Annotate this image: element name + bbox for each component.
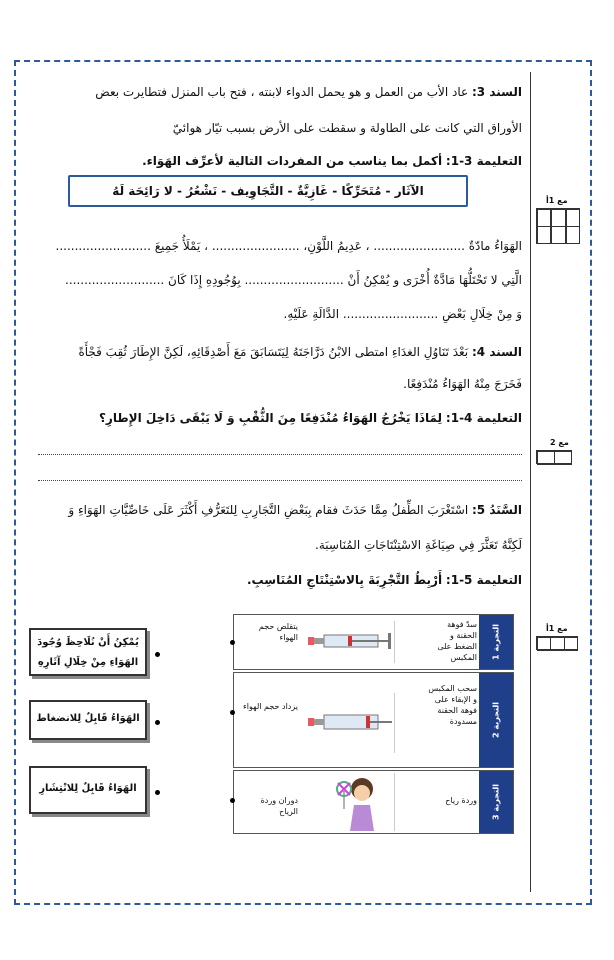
task-4-text: لِمَاذَا يَخْرُجُ الهَوَاءُ مُنْدَفِعًا مِنَ الثُّقْبِ وَ لَا يَبْقَى دَاخِلَ الإِطارِ؟ <box>98 411 443 425</box>
experiment-2-tag: التجربة 2 <box>479 673 513 767</box>
fill-line-1 <box>40 238 522 254</box>
fill-1c: ، يَمْلَأُ جَمِيعَ <box>154 239 209 253</box>
sanad-3-text-1: عاد الأب من العمل و هو يحمل الدواء لابنته ، فتح باب المنزل فتطايرت بعض <box>95 85 469 99</box>
score-label-1: مع 1أ <box>546 196 568 205</box>
experiment-row-1 <box>233 614 514 670</box>
sanad-5-label: السَّنَدُ 5: <box>471 503 522 517</box>
experiments-table <box>233 614 514 834</box>
task-4-line <box>40 410 522 426</box>
connect-dot-concl-2[interactable] <box>155 720 160 725</box>
answer-line-1[interactable] <box>38 454 522 455</box>
experiment-2-desc: سحب المكبس و الإبقاء على فوهة الحقنة مسدودة <box>428 684 477 726</box>
experiment-3-result: دوران وردة الرياح <box>260 796 298 816</box>
connect-dot-concl-1[interactable] <box>155 652 160 657</box>
experiment-3-desc: وردة رياح <box>445 796 477 805</box>
sanad-3-line-1 <box>40 84 522 100</box>
connect-dot-exp-1[interactable] <box>230 640 235 645</box>
fill-2b: بِوُجُودِهِ إِذَا كَانَ <box>168 273 241 287</box>
sanad-4-line-1 <box>40 344 522 360</box>
fill-line-2 <box>40 272 522 288</box>
task-3-line <box>40 153 522 169</box>
conclusion-2[interactable]: الهَوَاءُ قَابِلٌ لِلانضغاط <box>29 700 147 740</box>
margin-divider <box>530 72 531 892</box>
answer-line-2[interactable] <box>38 480 522 481</box>
syringe-pull-image <box>304 693 395 753</box>
experiment-2-result: يزداد حجم الهواء <box>243 702 298 711</box>
score-grid-3[interactable] <box>536 636 578 650</box>
experiment-row-3 <box>233 770 514 834</box>
blank-4[interactable]: .......................... <box>244 273 344 287</box>
fill-1b: ، عَدِيمُ اللَّوْنِ، <box>303 239 370 253</box>
fill-1a: الهَوَاءُ مادّةٌ <box>468 239 522 253</box>
experiment-3-tag: التجربة 3 <box>479 771 513 833</box>
sanad-5-text-2: لَكِنَّهُ تَعَثَّرَ فِي صِيَاغَةِ الاسْتِنْتَاجَاتِ المُنَاسِبَة. <box>315 538 522 552</box>
score-grid-2[interactable] <box>536 450 572 464</box>
fill-2a: الَّتِي لا تَحْتَلُّهَا مَادَّةٌ أُخْرَى و يُمْكِنُ أَنْ <box>347 273 522 287</box>
blank-2[interactable]: ....................... <box>211 239 300 253</box>
experiment-row-2 <box>233 672 514 768</box>
task-5-label: التعليمة 5-1: <box>445 573 522 587</box>
sanad-5-text-1: اسْتَغْرَبَ الطِّفلُ مِمَّا حَدَثَ فقام بِبَعْضِ التَّجَارِبِ لِلتَعَرُّفِ أَكْثَرَ عَلَى خَاصِّيَّاتِ الهَوَاءِ وَ <box>68 503 469 517</box>
sanad-3-text-2: الأوراق التي كانت على الطاولة و سقطت على الأرض بسبب تيّار هوائيّ <box>172 121 522 135</box>
task-3-label: التعليمة 3-1: <box>445 154 522 168</box>
conclusion-3[interactable]: الهَوَاءُ قَابِلٌ لِلانْتِشَارِ <box>29 766 147 814</box>
sanad-3-label: السند 3: <box>471 85 522 99</box>
blank-6[interactable]: ......................... <box>342 307 439 321</box>
fill-3b: الدَّالَةِ عَلَيْهِ. <box>283 307 340 321</box>
blank-1[interactable]: ........................ <box>373 239 465 253</box>
task-5-line <box>40 572 522 588</box>
pinwheel-girl-image <box>304 773 395 831</box>
score-label-3: مع 1أ <box>546 624 568 633</box>
conclusion-1[interactable]: يُمْكِنُ أَنْ نُلَاحِظَ وُجُودَ الهَوَاءِ مِنْ خِلَالِ آثَارِهِ <box>29 628 147 676</box>
experiment-1-tag: التجربة 1 <box>479 615 513 669</box>
blank-3[interactable]: ......................... <box>55 239 151 253</box>
blank-5[interactable]: .......................... <box>65 273 165 287</box>
syringe-compress-image <box>304 621 395 663</box>
sanad-5-line-1 <box>40 502 522 518</box>
task-3-text: أكمل بما يناسب من المفردات التالية لأعرِّف الهَوَاء. <box>142 154 443 168</box>
task-5-text: أَرْبِطُ التَّجْرِبَةَ بِالاسْتِنْتَاجِ المُنَاسِبِ. <box>247 573 443 587</box>
sanad-4-text-1: بَعْدَ تَنَاوُلِ الغدَاءِ امتطى الابْنُ دَرَّاجَتَهُ لِيَتَسَابَقَ مَعَ أَصْدِقَائِهِ، لَكِنَّ الإِطَارَ ثُقِبَ فَجْأَةً <box>78 345 469 359</box>
fill-line-3 <box>40 306 522 322</box>
score-grid-1[interactable] <box>536 208 580 244</box>
score-label-2: مع 2 <box>550 438 569 447</box>
connect-dot-concl-3[interactable] <box>155 790 160 795</box>
experiment-1-desc: سدّ فوهة الحقنة و الضغط على المكبس <box>437 620 477 662</box>
experiment-1-result: يتقلص حجم الهواء <box>258 622 298 642</box>
task-4-label: التعليمة 4-1: <box>445 411 522 425</box>
connect-dot-exp-2[interactable] <box>230 710 235 715</box>
word-bank: الآثَار - مُتَحَرِّكًا - غَازِيَّةٌ - التَّجَاوِيف - نَشْعُرُ - لا رَائِحَة لَهُ <box>68 175 468 207</box>
sanad-4-label: السند 4: <box>471 345 522 359</box>
fill-3a: وَ مِنْ خِلَالِ بَعْضِ <box>442 307 522 321</box>
sanad-4-text-2: فَخَرَجَ مِنْهُ الهَوَاءُ مُنْدَفِعًا. <box>403 377 522 391</box>
connect-dot-exp-3[interactable] <box>230 798 235 803</box>
